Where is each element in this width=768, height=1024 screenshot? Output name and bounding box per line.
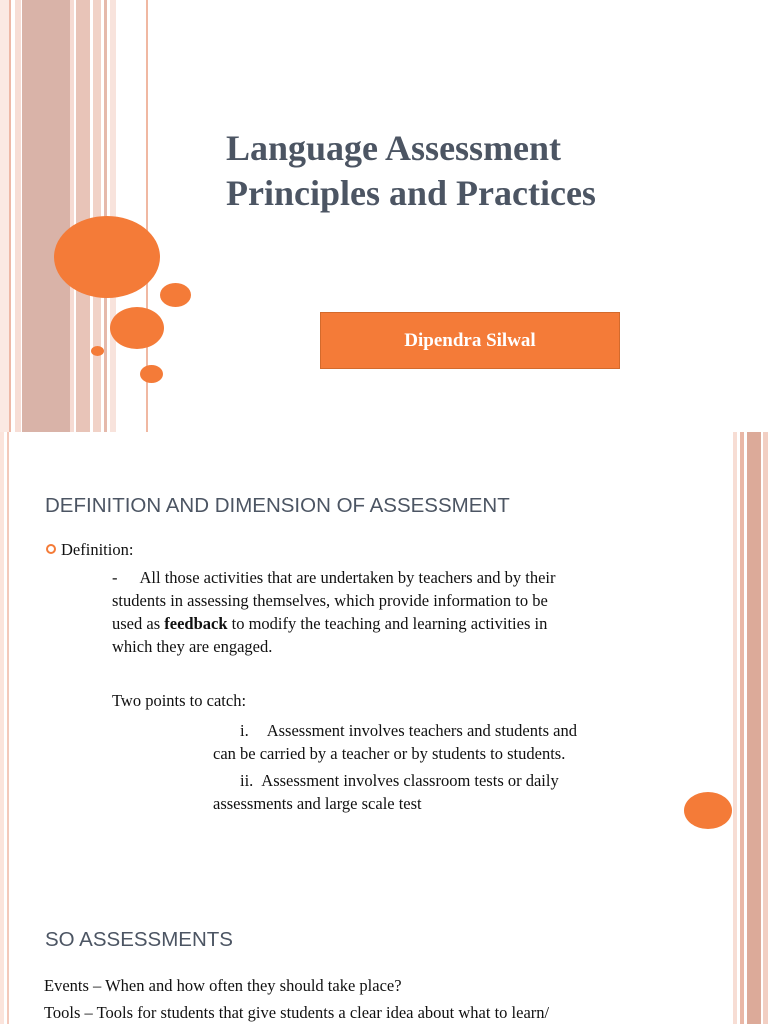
decorative-stripe (7, 864, 9, 1024)
author-box (320, 312, 620, 369)
decorative-stripe (7, 432, 9, 864)
definition-text (112, 566, 672, 658)
bullet-icon (46, 544, 56, 554)
point-line: can be carried by a teacher or by students to students. (213, 744, 566, 763)
author-name: Dipendra Silwal (404, 329, 536, 351)
definition-line: used as (112, 614, 165, 633)
decorative-circle (140, 365, 163, 383)
decorative-stripe (763, 864, 768, 1024)
assessments-slide (0, 864, 768, 1024)
decorative-stripe (15, 0, 21, 432)
slide-heading: DEFINITION AND DIMENSION OF ASSESSMENT (45, 494, 510, 517)
points-intro: Two points to catch: (112, 691, 247, 710)
title-line: Principles and Practices (226, 173, 596, 213)
feedback-term: feedback (164, 614, 228, 633)
bullet-label: Definition: (61, 540, 134, 559)
assessment-list (44, 972, 734, 1024)
slide-title (226, 126, 746, 216)
decorative-stripe (70, 0, 74, 432)
definition-slide (0, 432, 768, 864)
decorative-stripe (747, 432, 761, 864)
definition-line: students in assessing themselves, which provide information to be (112, 591, 548, 610)
decorative-stripe (22, 0, 70, 432)
decorative-stripe (747, 864, 761, 1024)
decorative-stripe (9, 0, 11, 432)
decorative-stripe (0, 432, 4, 864)
decorative-circle (91, 346, 104, 356)
decorative-circle (160, 283, 191, 307)
point-marker: i. (240, 721, 249, 740)
title-slide (0, 0, 768, 432)
decorative-stripe (0, 0, 9, 432)
definition-line: All those activities that are undertaken by teachers and by their (139, 568, 556, 587)
definition-line: to modify the teaching and learning activities in (227, 614, 548, 633)
point-line: Assessment involves classroom tests or daily (261, 771, 559, 790)
definition-line: which they are engaged. (112, 637, 273, 656)
point-line: assessments and large scale test (213, 794, 422, 813)
point-line: Assessment involves teachers and students and (266, 721, 577, 740)
decorative-circle (110, 307, 164, 349)
slide-heading: SO ASSESSMENTS (45, 928, 233, 951)
title-line: Language Assessment (226, 128, 562, 168)
decorative-stripe (740, 864, 744, 1024)
decorative-stripe (733, 432, 737, 864)
point-item (213, 769, 713, 815)
point-marker: ii. (240, 771, 254, 790)
decorative-stripe (0, 864, 4, 1024)
decorative-stripe (763, 432, 768, 864)
decorative-stripe (740, 432, 744, 864)
decorative-circle (54, 216, 160, 298)
dash-marker: - (112, 568, 118, 587)
list-item: Events – When and how often they should take place? (44, 976, 402, 995)
list-item: Tools – Tools for students that give students a clear idea about what to learn/ (44, 1003, 550, 1022)
decorative-stripe (76, 0, 90, 432)
point-item (213, 719, 713, 765)
